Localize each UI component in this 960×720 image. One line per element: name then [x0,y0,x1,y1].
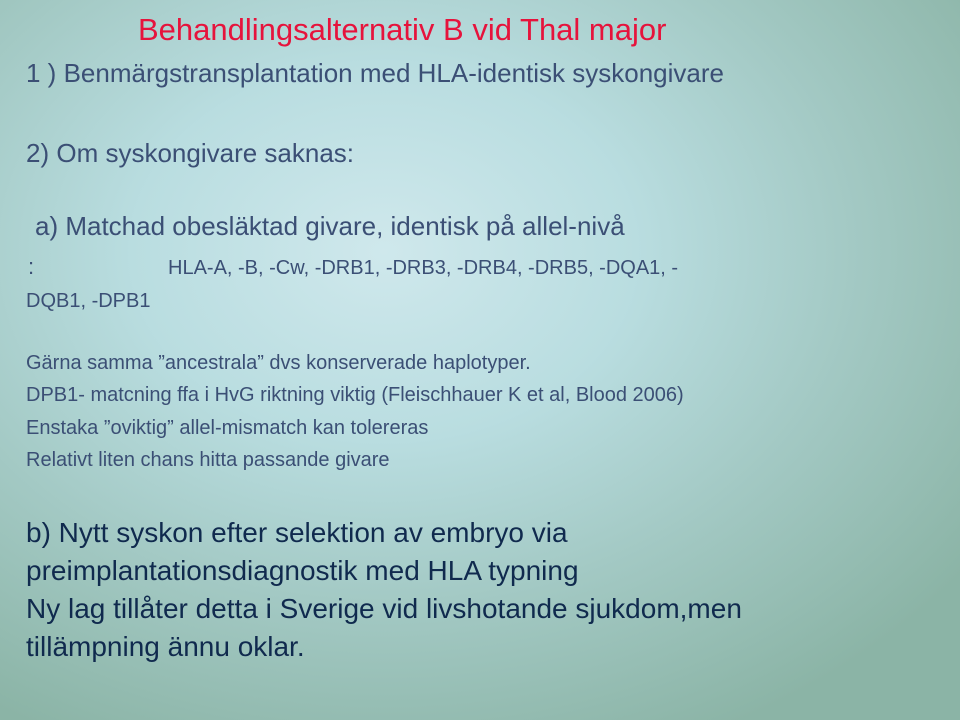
point-1: 1 ) Benmärgstransplantation med HLA-identisk syskongivare [26,58,725,88]
note-line: Gärna samma ”ancestrala” dvs konserverade haplotyper. [26,352,531,374]
sub-point-b-line: preimplantationsdiagnostik med HLA typning [26,555,579,586]
point-2: 2) Om syskongivare saknas: [26,138,355,168]
hla-loci-line-1: HLA-A, -B, -Cw, -DRB1, -DRB3, -DRB4, -DRB5, -DQA1, - [168,257,679,279]
slide-title: Behandlingsalternativ B vid Thal major [138,12,667,47]
note-line: Enstaka ”oviktig” allel-mismatch kan tolereras [26,417,429,439]
sub-point-b-line: tillämpning ännu oklar. [26,631,305,662]
note-line: Relativt liten chans hitta passande givare [26,449,390,471]
sub-point-a: a) Matchad obesläktad givare, identisk på allel-nivå [35,211,625,241]
colon-marker: : [28,254,35,279]
sub-point-b-line: b) Nytt syskon efter selektion av embryo via [26,517,568,548]
sub-point-b-line: Ny lag tillåter detta i Sverige vid livshotande sjukdom,men [26,593,742,624]
hla-loci-line-2: DQB1, -DPB1 [26,290,151,312]
note-line: DPB1- matcning ffa i HvG riktning viktig (Fleischhauer K et al, Blood 2006) [26,384,684,406]
